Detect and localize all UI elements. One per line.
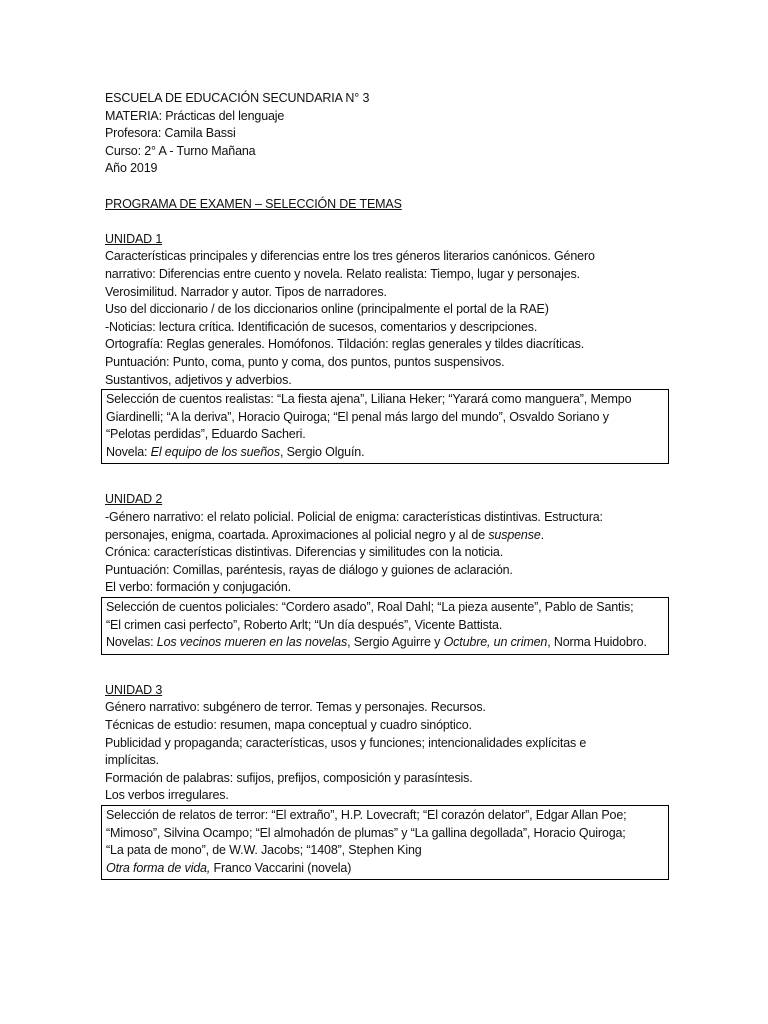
unit-1-line: Ortografía: Reglas generales. Homófonos. Tildación: reglas generales y tildes diacríticas.: [105, 337, 585, 352]
novel-prefix: Novela:: [106, 444, 151, 459]
unit-2-line: El verbo: formación y conjugación.: [105, 580, 291, 595]
unit-2-line: Puntuación: Comillas, paréntesis, rayas de diálogo y guiones de aclaración.: [105, 562, 513, 577]
unit-1-reading-line: Selección de cuentos realistas: “La fiesta ajena”, Liliana Heker; “Yarará como manguera”, Mempo: [106, 392, 632, 407]
unit-2-title: UNIDAD 2: [105, 492, 163, 507]
novel-author: Franco Vaccarini (novela): [210, 860, 352, 875]
unit-2-reading-line: “El crimen casi perfecto”, Roberto Arlt; “Un día después”, Vicente Battista.: [106, 617, 503, 632]
novel-title: Los vecinos mueren en las novelas: [156, 635, 348, 650]
school-name: ESCUELA DE EDUCACIÓN SECUNDARIA N° 3: [105, 91, 370, 105]
unit-3-section: [105, 682, 670, 881]
unit-1-reading-line: “Pelotas perdidas”, Eduardo Sacheri.: [106, 427, 306, 442]
unit-2-line-end: .: [540, 527, 544, 542]
program-title: PROGRAMA DE EXAMEN – SELECCIÓN DE TEMAS: [105, 196, 402, 211]
novel-title: Octubre, un crimen: [443, 635, 548, 650]
teacher-line: Profesora: Camila Bassi: [105, 126, 236, 141]
unit-3-line: Formación de palabras: sufijos, prefijos, composición y parasíntesis.: [105, 770, 473, 785]
unit-1-line: Uso del diccionario / de los diccionarios online (principalmente el portal de la RAE): [105, 302, 549, 317]
unit-2-novels-line: [106, 634, 664, 652]
unit-3-reading-line: “La pata de mono”, de W.W. Jacobs; “1408”, Stephen King: [106, 843, 422, 858]
novel-title: Otra forma de vida,: [106, 860, 211, 875]
course-line: Curso: 2° A - Turno Mañana: [105, 143, 256, 158]
unit-3-line: Género narrativo: subgénero de terror. Temas y personajes. Recursos.: [105, 700, 486, 715]
unit-3-reading-box: [101, 805, 669, 880]
unit-1-line: Características principales y diferencias entre los tres géneros literarios canónicos. Género: [105, 249, 595, 264]
unit-2-line: -Género narrativo: el relato policial. Policial de enigma: características distintivas. Estructura:: [105, 510, 603, 525]
unit-1-reading-box: [101, 389, 669, 464]
unit-1-line: Puntuación: Punto, coma, punto y coma, dos puntos, puntos suspensivos.: [105, 354, 505, 369]
unit-1-line: -Noticias: lectura crítica. Identificación de sucesos, comentarios y descripciones.: [105, 319, 538, 334]
unit-1-section: [105, 231, 670, 465]
unit-1-line: Sustantivos, adjetivos y adverbios.: [105, 372, 292, 387]
subject-line: MATERIA: Prácticas del lenguaje: [105, 108, 285, 123]
unit-1-title: UNIDAD 1: [105, 231, 163, 246]
novels-prefix: Novelas:: [106, 635, 157, 650]
unit-2-section: [105, 491, 670, 654]
year-line: Año 2019: [105, 161, 158, 176]
unit-3-line: Los verbos irregulares.: [105, 788, 229, 803]
unit-3-title: UNIDAD 3: [105, 682, 163, 697]
unit-2-reading-box: [101, 597, 669, 655]
unit-3-line: Publicidad y propaganda; características, usos y funciones; intencionalidades explícitas e: [105, 735, 587, 750]
unit-1-reading-line: Giardinelli; “A la deriva”, Horacio Quiroga; “El penal más largo del mundo”, Osvaldo Soriano y: [106, 409, 609, 424]
novel-author: , Norma Huidobro.: [547, 635, 647, 650]
unit-1-line: narrativo: Diferencias entre cuento y novela. Relato realista: Tiempo, lugar y personajes.: [105, 266, 580, 281]
unit-2-line-text: personajes, enigma, coartada. Aproximaciones al policial negro y al de: [105, 527, 489, 542]
novel-author: , Sergio Olguín.: [279, 444, 365, 459]
unit-2-line-italic: suspense: [488, 527, 541, 542]
exam-program-document: [105, 90, 670, 880]
unit-3-novel-line: [106, 860, 664, 878]
unit-1-novel-line: [106, 444, 664, 462]
unit-2-line: Crónica: características distintivas. Diferencias y similitudes con la noticia.: [105, 545, 504, 560]
unit-1-line: Verosimilitud. Narrador y autor. Tipos de narradores.: [105, 284, 387, 299]
unit-2-line: [105, 527, 670, 545]
unit-3-reading-line: “Mimoso”, Silvina Ocampo; “El almohadón de plumas” y “La gallina degollada”, Horacio Quiroga;: [106, 825, 626, 840]
unit-3-reading-line: Selección de relatos de terror: “El extraño”, H.P. Lovecraft; “El corazón delator”, Edgar Allan Poe;: [106, 807, 627, 822]
document-header: [105, 90, 670, 178]
novel-title: El equipo de los sueños: [150, 444, 280, 459]
unit-2-reading-line: Selección de cuentos policiales: “Cordero asado”, Roal Dahl; “La pieza ausente”, Pablo de Santis;: [106, 600, 634, 615]
novel-author: , Sergio Aguirre y: [347, 635, 444, 650]
unit-3-line: Técnicas de estudio: resumen, mapa conceptual y cuadro sinóptico.: [105, 718, 472, 732]
unit-3-line: implícitas.: [105, 753, 159, 768]
